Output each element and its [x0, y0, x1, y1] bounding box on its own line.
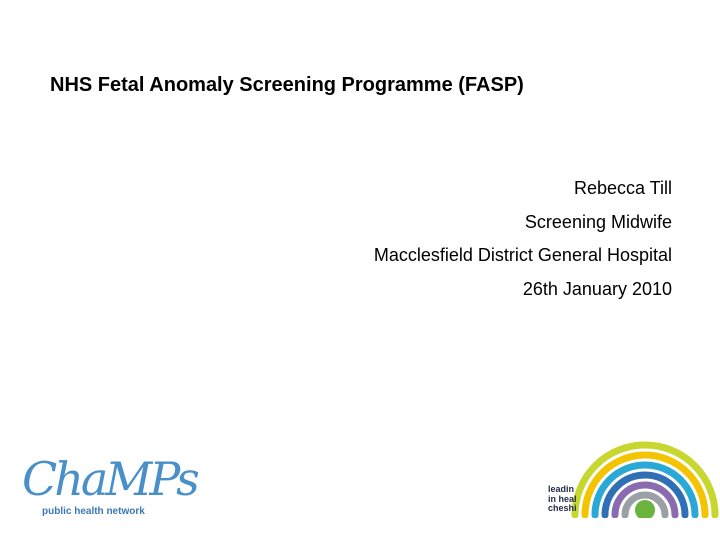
presenter-role: Screening Midwife [524, 211, 672, 232]
champs-logo [22, 452, 197, 522]
arc-center-dot [635, 500, 655, 520]
network-arc-logo [545, 390, 720, 525]
slide-title: NHS Fetal Anomaly Screening Programme (FASP) [50, 74, 524, 96]
arc-tagline-line-2: in heal [548, 493, 577, 504]
champs-tagline: public health network [42, 506, 145, 517]
arc-tagline-line-1: leadin [548, 485, 575, 494]
arc-tagline-line-3: cheshi [548, 503, 577, 513]
presenter-block [374, 172, 672, 306]
arc-tagline [548, 485, 586, 514]
champs-wordmark: ChaMPs [22, 452, 197, 506]
presenter-name: Rebecca Till [573, 178, 672, 198]
presentation-date: 26th January 2010 [522, 278, 672, 299]
presenter-organisation: Macclesfield District General Hospital [373, 245, 672, 265]
